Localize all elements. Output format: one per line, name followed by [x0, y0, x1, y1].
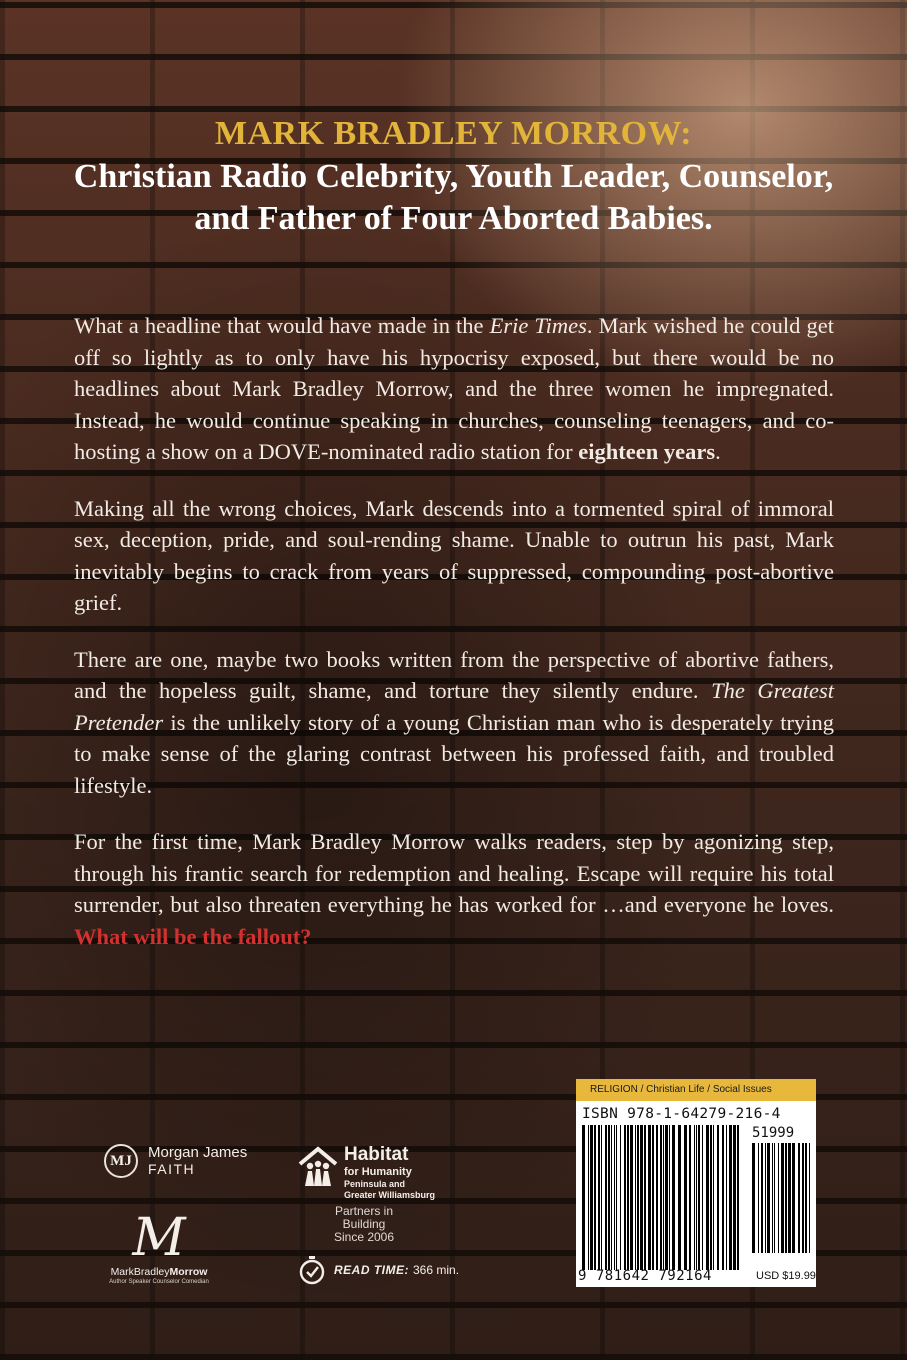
barcode-digits: 9 781642 792164	[578, 1268, 712, 1284]
blurb-text: . Mark wished he could get off so lightly as to only have his hypocrisy exposed, but there would be no headlines about Mark Bradley Morrow, and the three women he impregnated. Instead, he would continue speaking in churches, counseling teenagers, and co-hosting a show on a DOVE-nominated radio station for	[74, 313, 834, 464]
barcode-bar	[696, 1125, 697, 1270]
author-tagline: Author Speaker Counselor Comedian	[109, 1279, 209, 1285]
barcode-bar	[737, 1125, 739, 1270]
publisher-imprint: FAITH	[148, 1161, 196, 1177]
barcode-bar	[608, 1125, 610, 1270]
barcode-bar	[752, 1143, 755, 1253]
partners-line-2: Since 2006	[333, 1230, 395, 1244]
author-brand-name-last: Morrow	[169, 1266, 208, 1278]
barcode-bar	[656, 1125, 658, 1270]
barcode-bar	[767, 1143, 770, 1253]
barcode-bar	[765, 1143, 766, 1253]
barcode-bar	[652, 1125, 654, 1270]
barcode-bar	[627, 1125, 629, 1270]
barcode-bar	[761, 1143, 763, 1253]
mj-monogram-icon: MJ	[104, 1144, 138, 1178]
read-time-badge	[296, 1254, 459, 1286]
barcode-bar	[630, 1125, 633, 1270]
blurb-text: For the first time, Mark Bradley Morrow walks readers, step by agonizing step, through his frantic search for redemption and healing. Escape will require his total surrender, but also threaten everything he has worked for …and everyone he loves.	[74, 829, 834, 917]
author-brand-name-first: MarkBradley	[110, 1266, 170, 1278]
partners-line-1: Partners in Building	[334, 1204, 394, 1231]
barcode-bar	[648, 1125, 651, 1270]
habitat-partners-text	[314, 1205, 414, 1244]
price-addon-code: 51999	[752, 1125, 795, 1141]
barcode-bar	[620, 1125, 621, 1270]
barcode-bar	[702, 1125, 703, 1270]
author-name-heading: MARK BRADLEY MORROW:	[214, 115, 693, 152]
author-brand-name	[104, 1266, 214, 1278]
barcode-bar	[729, 1125, 732, 1270]
habitat-sub: for Humanity	[344, 1166, 412, 1178]
publisher-name: Morgan James	[148, 1144, 248, 1161]
habitat-location-1: Peninsula and	[344, 1179, 406, 1189]
barcode-bar	[616, 1125, 617, 1270]
blurb-paragraph-4	[74, 826, 834, 952]
barcode-bar	[788, 1143, 791, 1253]
blurb-text: What a headline that would have made in the	[74, 313, 490, 338]
barcode-bar	[672, 1125, 675, 1270]
barcode-bar	[781, 1143, 784, 1253]
barcode-bar	[802, 1143, 804, 1253]
habitat-location-2: Greater Williamsburg	[344, 1190, 435, 1200]
barcode-bar	[722, 1125, 724, 1270]
emphasis-text: eighteen years	[578, 439, 716, 464]
barcode-bar	[698, 1125, 700, 1270]
barcode-bar	[588, 1125, 589, 1270]
barcode-bar	[689, 1125, 691, 1270]
barcode-bar	[601, 1125, 602, 1270]
barcode-bar	[713, 1125, 714, 1270]
barcode-bar	[665, 1125, 668, 1270]
read-time-value: 366 min.	[413, 1263, 460, 1277]
barcode-bar	[798, 1143, 800, 1253]
barcode-bar	[590, 1125, 593, 1270]
barcode-bar	[710, 1125, 712, 1270]
barcode-bar	[605, 1125, 607, 1270]
barcode-bar	[614, 1125, 615, 1270]
author-m-mark-icon: M	[132, 1208, 186, 1268]
blurb-text: There are one, maybe two books written from the perspective of abortive fathers, and the hopeless guilt, shame, and torture they silently endure.	[74, 646, 834, 703]
retail-price: USD $19.99	[756, 1270, 816, 1282]
barcode-bar	[624, 1125, 626, 1270]
barcode-bar	[660, 1125, 662, 1270]
blurb-paragraph-3	[74, 644, 834, 802]
barcode-bar	[663, 1125, 664, 1270]
habitat-logo-row	[296, 1144, 435, 1201]
habitat-house-people-icon	[296, 1144, 340, 1188]
back-cover-blurb	[74, 310, 834, 977]
barcode-bar	[778, 1143, 779, 1253]
isbn-barcode-panel	[576, 1079, 816, 1287]
bisac-category: RELIGION / Christian Life / Social Issues	[576, 1079, 816, 1101]
barcode-bar	[774, 1143, 775, 1253]
morgan-james-faith-logo	[104, 1144, 247, 1178]
barcode-bar	[809, 1143, 810, 1253]
barcode-bar	[635, 1125, 636, 1270]
barcode-bar	[611, 1125, 612, 1270]
blurb-text: .	[715, 439, 721, 464]
stopwatch-icon	[296, 1254, 328, 1286]
subtitle-line-2: and Father of Four Aborted Babies.	[194, 200, 713, 237]
barcode-bar	[582, 1125, 585, 1270]
barcode-bar	[694, 1125, 695, 1270]
barcode-bar	[758, 1143, 759, 1253]
hook-question: What will be the fallout?	[74, 923, 312, 949]
blurb-text: is the unlikely story of a young Christian man who is desperately trying to make sense of the glaring contrast between his professed faith, and troubled lifestyle.	[74, 709, 834, 798]
barcode-bar	[706, 1125, 709, 1270]
habitat-for-humanity-logo	[296, 1144, 435, 1244]
subtitle-line-1: Christian Radio Celebrity, Youth Leader, Counselor,	[73, 158, 834, 195]
publisher-text	[148, 1144, 247, 1178]
barcode-bar	[792, 1143, 795, 1253]
barcode-bar	[733, 1125, 736, 1270]
author-brand-logo	[104, 1210, 214, 1287]
habitat-words	[344, 1144, 435, 1201]
barcode-bar	[678, 1125, 681, 1270]
barcode-bar	[805, 1143, 807, 1253]
isbn-number: ISBN 978-1-64279-216-4	[582, 1106, 781, 1122]
barcode-bar	[640, 1125, 643, 1270]
barcode-bar	[717, 1125, 719, 1270]
barcode-bar	[726, 1125, 727, 1270]
barcode-bar	[637, 1125, 639, 1270]
barcode-bar	[785, 1143, 787, 1253]
price-barcode	[752, 1143, 810, 1253]
blurb-paragraph-1	[74, 310, 834, 468]
ean-barcode	[582, 1125, 742, 1270]
barcode-bar	[644, 1125, 646, 1270]
barcode-bar	[684, 1125, 687, 1270]
barcode-bar	[594, 1125, 596, 1270]
habitat-name: Habitat	[344, 1144, 409, 1165]
barcode-bar	[669, 1125, 670, 1270]
blurb-paragraph-2: Making all the wrong choices, Mark descends into a tormented spiral of immoral sex, deception, pride, and soul-rending shame. Unable to outrun his past, Mark inevitably begins to crack from years of suppressed, compounding post-abortive grief.	[74, 495, 834, 615]
newspaper-title: Erie Times	[489, 313, 587, 338]
cover-title-block	[0, 112, 907, 240]
barcode-bar	[772, 1143, 773, 1253]
read-time-label: READ TIME:	[334, 1263, 409, 1277]
barcode-bar	[598, 1125, 600, 1270]
book-title: The Greatest Pretender	[74, 678, 834, 735]
